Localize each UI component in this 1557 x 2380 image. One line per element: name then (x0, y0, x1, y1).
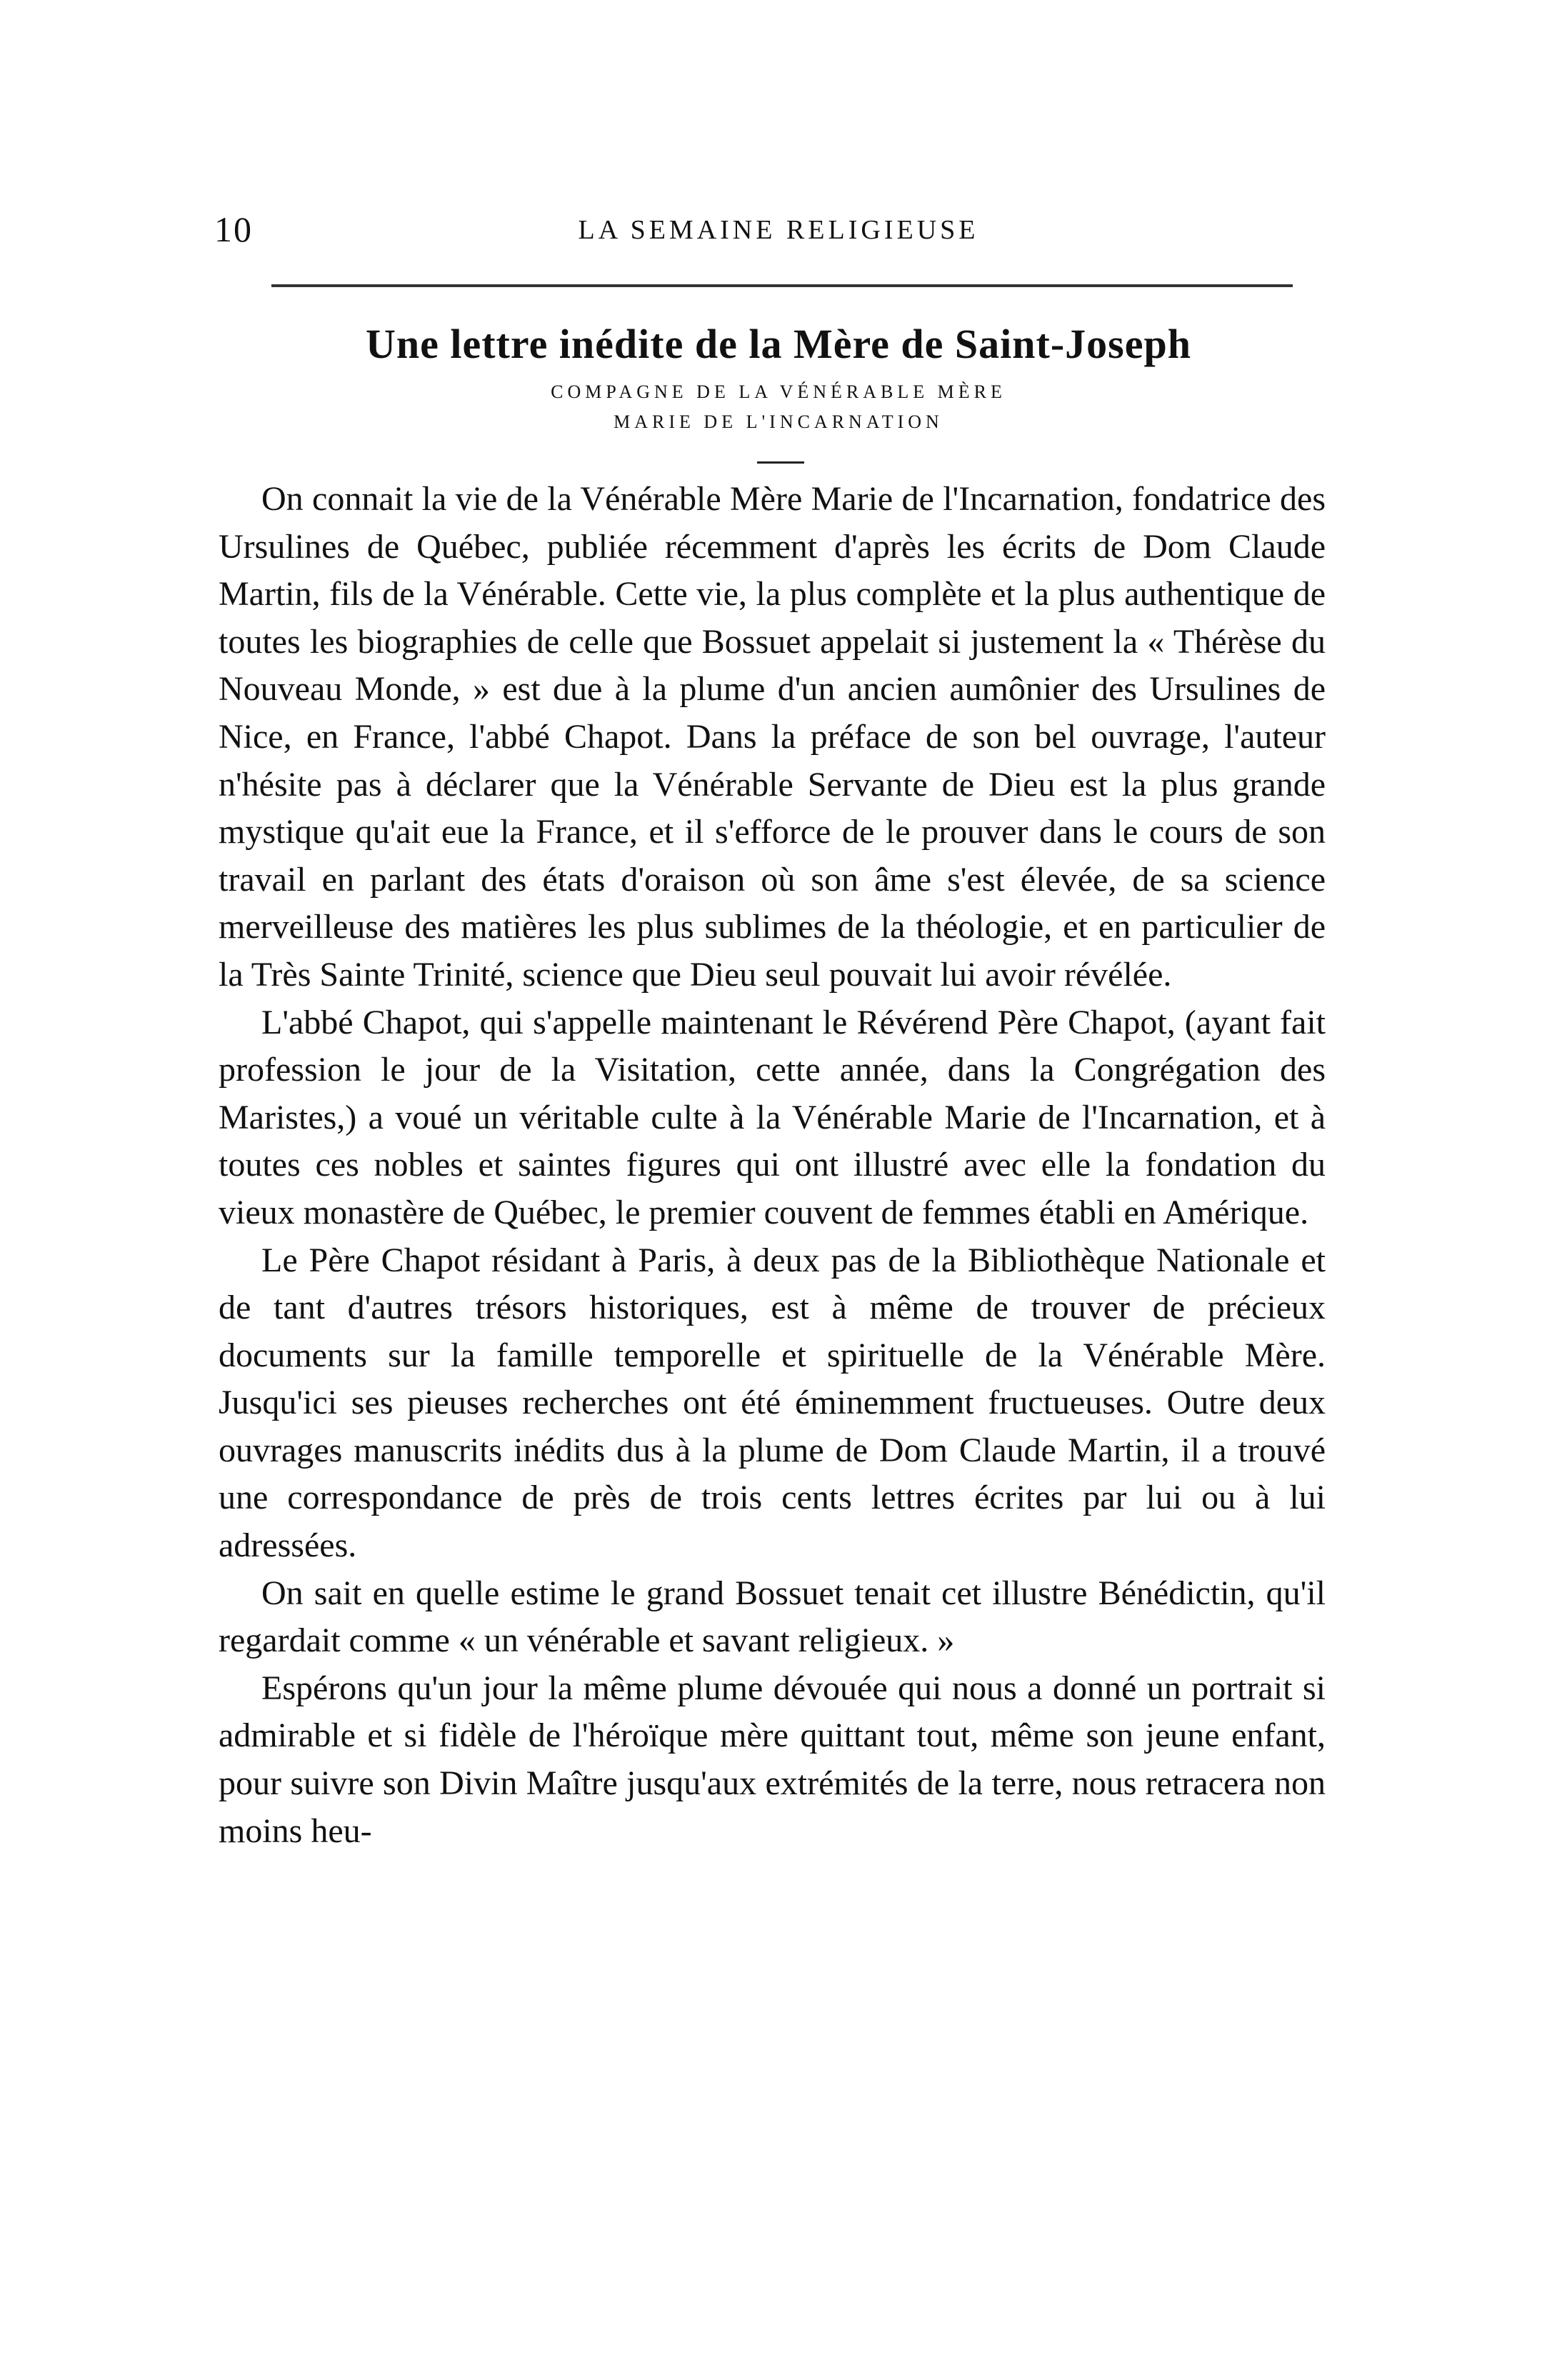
paragraph: On connait la vie de la Vénérable Mère Marie de l'Incarnation, fondatrice des Ursulines de Québec, publiée récemment d'après les écrits de Dom Claude Martin, fils de la Vénérable. Cette vie, la plus complète et la plus authentique de toutes les biographies de celle que Bossuet appelait si justement la « Thérèse du Nouveau Monde, » est due à la plume d'un ancien aumônier des Ursulines de Nice, en France, l'abbé Chapot. Dans la préface de son bel ouvrage, l'auteur n'hésite pas à déclarer que la Vénérable Servante de Dieu est la plus grande mystique qu'ait eue la France, et il s'efforce de le prouver dans le cours de son travail en parlant des états d'oraison où son âme s'est élevée, de sa science merveilleuse des matières les plus sublimes de la théologie, et en particulier de la Très Sainte Trinité, science que Dieu seul pouvait lui avoir révélée. (219, 480, 1326, 994)
running-title: LA SEMAINE RELIGIEUSE (578, 215, 979, 245)
article-title: Une lettre inédite de la Mère de Saint-Joseph (366, 321, 1191, 367)
paragraph: L'abbé Chapot, qui s'appelle maintenant le Révérend Père Chapot, (ayant fait profession le jour de la Visitation, cette année, dans la Congrégation des Maristes,) a voué un véritable culte à la Vénérable Marie de l'Incarnation, et à toutes ces nobles et saintes figures qui ont illustré avec elle la fondation du vieux monastère de Québec, le premier couvent de femmes établi en Amérique. (219, 1003, 1326, 1231)
running-head (214, 209, 1343, 251)
paragraph: Espérons qu'un jour la même plume dévouée qui nous a donné un portrait si admirable et si fidèle de l'héroïque mère quittant tout, même son jeune enfant, pour suivre son Divin Maître jusqu'aux extrémités de la terre, nous retracera non moins heu- (219, 1669, 1326, 1850)
paragraph: On sait en quelle estime le grand Bossuet tenait cet illustre Bénédictin, qu'il regardait comme « un vénérable et savant religieux. » (219, 1574, 1326, 1660)
header-rule (271, 284, 1293, 287)
title-separator (757, 461, 804, 464)
paragraph: Le Père Chapot résidant à Paris, à deux pas de la Bibliothèque Nationale et de tant d'autres trésors historiques, est à même de trouver de précieux documents sur la famille temporelle et spirituelle de la Vénérable Mère. Jusqu'ici ses pieuses recherches ont été éminemment fructueuses. Outre deux ouvrages manuscrits inédits dus à la plume de Dom Claude Martin, il a trouvé une correspondance de près de trois cents lettres écrites par lui ou à lui adressées. (219, 1241, 1326, 1565)
page-number: 10 (214, 209, 253, 249)
article-body (219, 476, 1326, 1855)
article-subtitle-line-2: MARIE DE L'INCARNATION (614, 411, 943, 432)
article-subtitle-line-1: COMPAGNE DE LA VÉNÉRABLE MÈRE (551, 381, 1006, 402)
